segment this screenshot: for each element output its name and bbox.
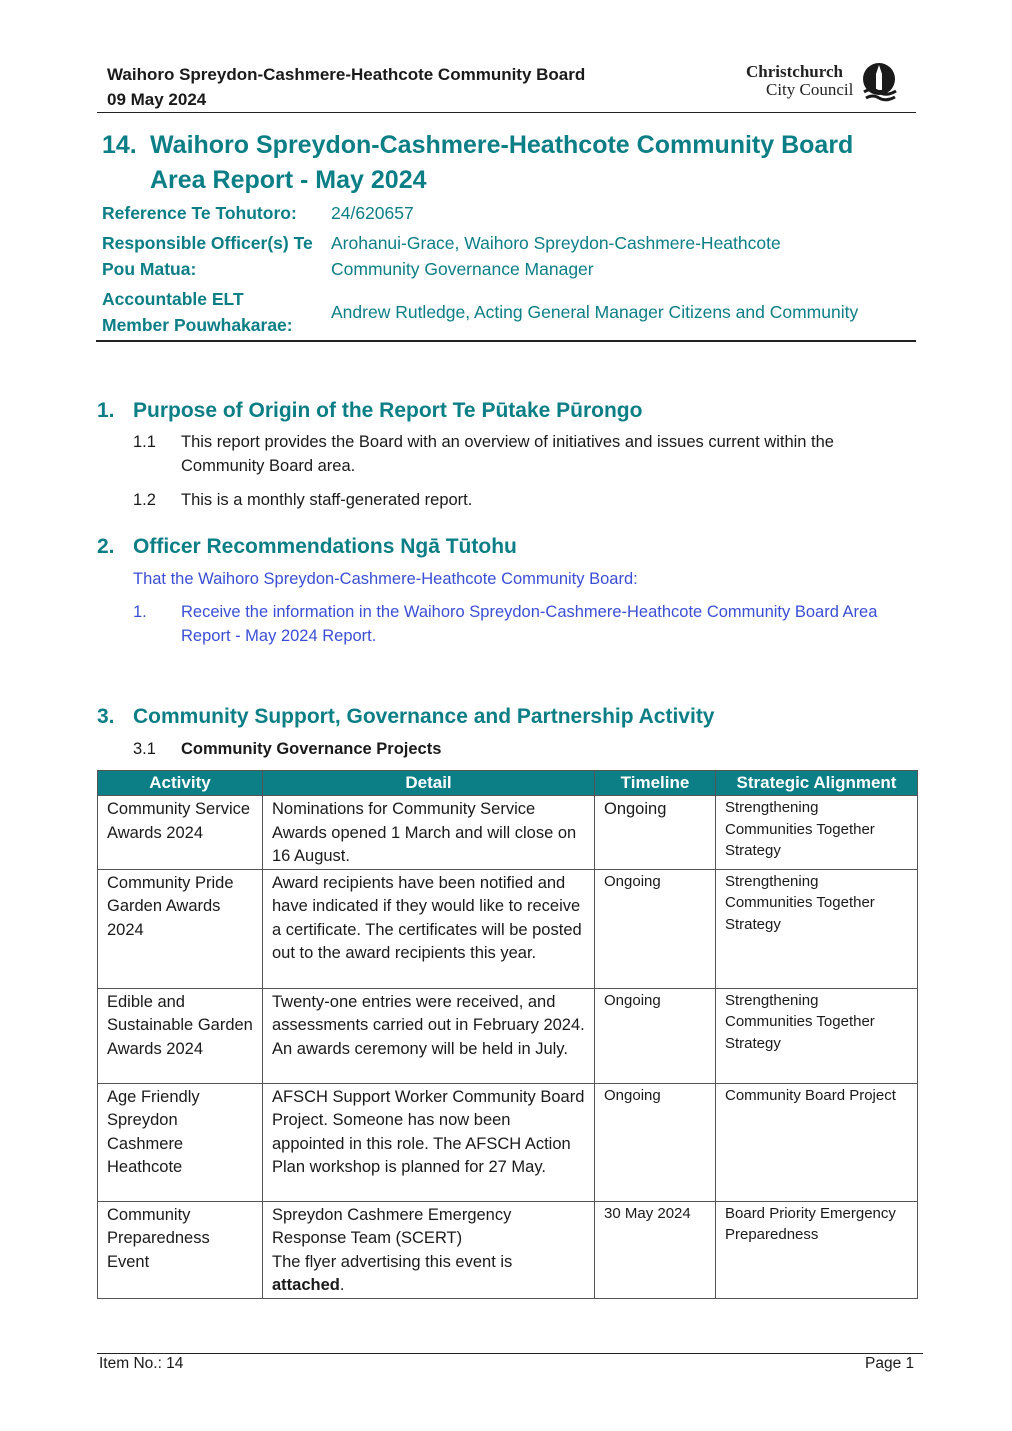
section2-number: 2.: [97, 535, 115, 558]
col-header-strategic-alignment: Strategic Alignment: [716, 771, 918, 796]
subsection-3-1-title: Community Governance Projects: [181, 740, 442, 758]
report-title-line2: Area Report - May 2024: [150, 166, 427, 194]
elt-label-line2: Member Pouwhakarae:: [102, 315, 293, 335]
logo-text-line1: Christchurch: [746, 62, 843, 81]
col-header-timeline: Timeline: [595, 771, 716, 796]
header-rule: [97, 112, 916, 113]
cell-timeline: Ongoing: [595, 1083, 716, 1201]
section2-heading: Officer Recommendations Ngā Tūtohu: [133, 535, 517, 558]
para-1-1-text: This report provides the Board with an overview of initiatives and issues current within the Community Board area.: [181, 433, 834, 475]
cell-detail: Twenty-one entries were received, and assessments carried out in February 2024. An awards ceremony will be held in July.: [263, 988, 595, 1083]
governance-projects-table: [97, 770, 918, 1299]
logo-text-line2: City Council: [766, 80, 854, 99]
elt-value: Andrew Rutledge, Acting General Manager Citizens and Community: [331, 302, 859, 322]
col-header-detail: Detail: [263, 771, 595, 796]
cell-timeline: 30 May 2024: [595, 1201, 716, 1298]
cell-alignment: Strengthening Communities Together Strategy: [716, 988, 918, 1083]
footer-page-number: Page 1: [865, 1355, 915, 1372]
cell-alignment: Board Priority Emergency Preparedness: [716, 1201, 918, 1298]
detail-text: The flyer advertising this event is: [272, 1252, 513, 1271]
detail-period: .: [339, 1276, 345, 1294]
subsection-3-1-number: 3.1: [133, 740, 156, 758]
reference-label: Reference Te Tohutoro:: [102, 203, 297, 223]
officer-value-line1: Arohanui-Grace, Waihoro Spreydon-Cashmere-Heathcote: [331, 233, 781, 253]
cell-timeline: Ongoing: [595, 869, 716, 988]
table-row: [98, 796, 918, 870]
meta-rule: [96, 340, 916, 342]
table-row: [98, 988, 918, 1083]
cell-alignment: Strengthening Communities Together Strategy: [716, 869, 918, 988]
section1-number: 1.: [97, 399, 115, 422]
footer-item-number: Item No.: 14: [99, 1355, 184, 1372]
table-row: [98, 1201, 918, 1298]
officer-label-line2: Pou Matua:: [102, 259, 197, 279]
cell-detail: Nominations for Community Service Awards opened 1 March and will close on 16 August.: [263, 796, 595, 870]
para-1-2-text: This is a monthly staff-generated report.: [181, 491, 473, 509]
officer-label-line1: Responsible Officer(s) Te: [102, 233, 313, 253]
report-title-line1: Waihoro Spreydon-Cashmere-Heathcote Community Board: [150, 131, 854, 159]
item-number: 14.: [102, 131, 137, 159]
cell-alignment: Strengthening Communities Together Strategy: [716, 796, 918, 870]
council-logo: [746, 62, 902, 102]
recommendation-1-number: 1.: [133, 603, 147, 621]
col-header-activity: Activity: [98, 771, 263, 796]
para-1-1-number: 1.1: [133, 433, 156, 451]
cell-activity: Community Pride Garden Awards 2024: [98, 869, 263, 988]
detail-line1: Spreydon Cashmere Emergency Response Team (SCERT): [272, 1205, 512, 1247]
cell-timeline: Ongoing: [595, 796, 716, 870]
table-header-row: [98, 771, 918, 796]
cell-activity: Age Friendly Spreydon Cashmere Heathcote: [98, 1083, 263, 1201]
footer-rule: [97, 1353, 923, 1354]
cell-alignment: Community Board Project: [716, 1083, 918, 1201]
section3-number: 3.: [97, 705, 115, 728]
cell-detail: Award recipients have been notified and have indicated if they would like to receive a certificate. The certificates will be posted out to the award recipients this year.: [263, 869, 595, 988]
detail-line2: [272, 1251, 586, 1298]
reference-value: 24/620657: [331, 203, 414, 223]
header-board-name: Waihoro Spreydon-Cashmere-Heathcote Community Board: [107, 65, 586, 84]
cell-detail: AFSCH Support Worker Community Board Project. Someone has now been appointed in this role. The AFSCH Action Plan workshop is planned for 27 May.: [263, 1083, 595, 1201]
cathedral-icon: [860, 62, 900, 102]
cell-detail: [263, 1201, 595, 1298]
attached-emphasis: attached: [272, 1276, 340, 1294]
officer-value-line2: Community Governance Manager: [331, 259, 594, 279]
section3-heading: Community Support, Governance and Partnership Activity: [133, 705, 715, 728]
table-row: [98, 1083, 918, 1201]
cell-timeline: Ongoing: [595, 988, 716, 1083]
recommendation-1-text: Receive the information in the Waihoro Spreydon-Cashmere-Heathcote Community Board Area Report - May 2024 Report.: [181, 603, 878, 645]
elt-label-line1: Accountable ELT: [102, 289, 244, 309]
table-row: [98, 869, 918, 988]
para-1-2-number: 1.2: [133, 491, 156, 509]
recommendation-intro: That the Waihoro Spreydon-Cashmere-Heathcote Community Board:: [133, 570, 638, 588]
section1-heading: Purpose of Origin of the Report Te Pūtake Pūrongo: [133, 399, 643, 422]
header-meeting-date: 09 May 2024: [107, 90, 207, 109]
cell-activity: Community Service Awards 2024: [98, 796, 263, 870]
cell-activity: Edible and Sustainable Garden Awards 2024: [98, 988, 263, 1083]
cell-activity: Community Preparedness Event: [98, 1201, 263, 1298]
